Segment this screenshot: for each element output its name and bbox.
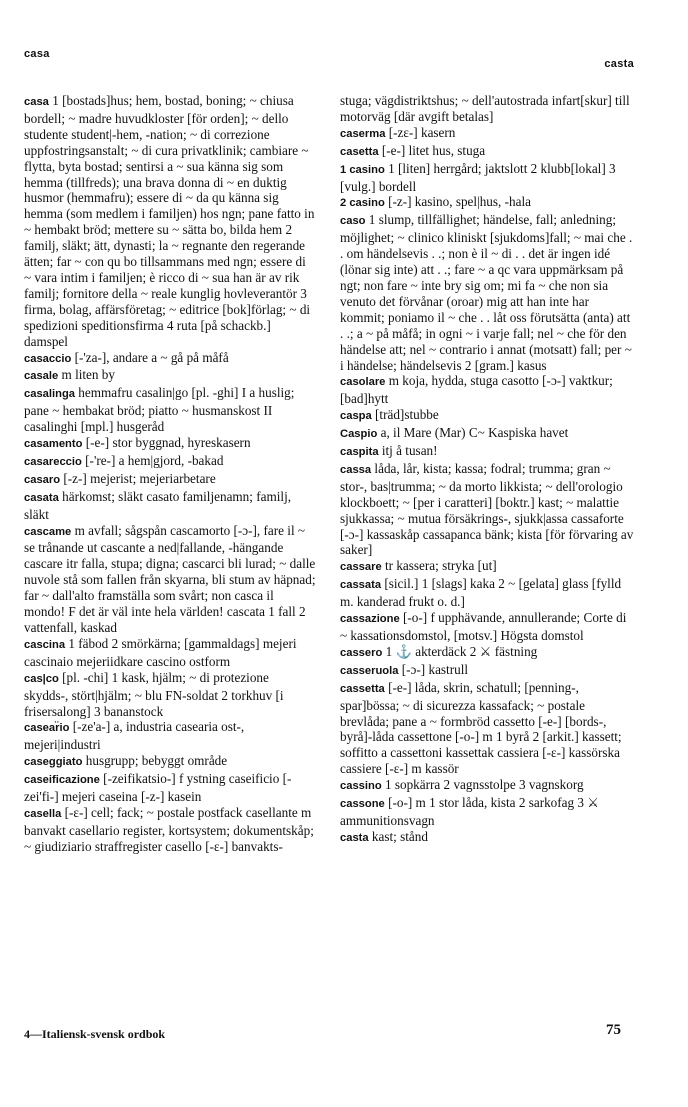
entry-definition: [-e-] litet hus, stuga <box>381 142 486 158</box>
dictionary-entry <box>340 829 634 847</box>
entry-headword: casata <box>24 491 59 504</box>
entry-definition: 1 ⚓ akterdäck 2 ⚔ fästning <box>385 643 538 659</box>
entry-headword: cassino <box>340 780 382 793</box>
entry-headword: casetta <box>340 145 379 158</box>
entry-headword: cassare <box>340 561 382 574</box>
dictionary-entry <box>340 680 634 777</box>
dictionary-entry <box>340 143 634 161</box>
entry-headword: casamento <box>24 438 83 451</box>
entry-headword: cassa <box>340 463 372 476</box>
entry-headword: casaccio <box>24 352 72 365</box>
dictionary-entry <box>340 610 634 644</box>
dictionary-entry <box>24 350 316 368</box>
entry-headword: Caspio <box>340 428 378 441</box>
dictionary-entry <box>24 385 316 435</box>
dictionary-entry <box>24 367 316 385</box>
entry-headword: casseruola <box>340 664 399 677</box>
entry-definition: [-zɛ-] kasern <box>388 124 456 140</box>
entry-definition: [pl. -chi] 1 kask, hjälm; ~ di protezione skydds-, stört|hjälm; ~ blu FN-soldat 2 torkhuv [i frisersalong] 3 bananstock <box>24 669 284 719</box>
entry-definition: härkomst; släkt casato familjenamn; familj, släkt <box>24 488 292 522</box>
entry-headword: 1 casino <box>340 163 385 176</box>
dictionary-entry <box>24 771 316 805</box>
entry-headword: cassazione <box>340 613 400 626</box>
entry-definition: [-ɔ-] kastrull <box>401 661 469 677</box>
running-head-left: casa <box>24 48 50 60</box>
left-column <box>24 93 316 855</box>
dictionary-entry <box>24 435 316 453</box>
entry-definition: [-e-] låda, skrin, schatull; [penning-, spar]bössa; ~ di sicurezza kassafack; ~ postale brevlåda; pane a ~ formbröd cassetto [-e-] [bords-, byrå]-låda cassettone [-o-] m 1 byrå 2 [arkit.] kassett; soffitto a cassettoni kassettak cassiera [-ɛ-] kassörska cassiere [-ɛ-] m kassör <box>340 679 622 777</box>
entry-definition: a, il Mare (Mar) C~ Kaspiska havet <box>380 425 569 441</box>
dictionary-entry <box>24 753 316 771</box>
entry-headword: casaro <box>24 473 61 486</box>
entry-headword: casta <box>340 831 369 844</box>
entry-headword: 2 casino <box>340 197 385 210</box>
entry-headword: cassero <box>340 646 383 659</box>
entry-definition: [-o-] f upphävande, annullerande; Corte di ~ kassationsdomstol, [motsv.] Högsta domstol <box>340 610 627 643</box>
entry-headword: casareccio <box>24 455 82 468</box>
dictionary-entry <box>340 212 634 373</box>
dictionary-entry <box>340 161 634 195</box>
dictionary-entry <box>24 489 316 523</box>
dictionary-entry <box>24 670 316 720</box>
book-title-footer: 4—Italiensk-svensk ordbok <box>24 1027 166 1041</box>
right-column <box>340 93 634 847</box>
entry-headword: caspita <box>340 446 379 459</box>
dictionary-entry <box>340 125 634 143</box>
entry-definition: 1 slump, tillfällighet; händelse, fall; anledning; möjlighet; ~ clinico kliniskt [sjukdoms]fall; ~ mai che . . om händelsevis . .; non è il ~ di . . det är ingen idé (lönar sig inte) att . .; fare ~ a qc vara uppmärksam på ngt; non fare ~ inte bry sig om; mi fa ~ che non sia venuto det förvånar (oroar) mig att han inte har kommit; poniamo il ~ che . . låt oss förutsätta (anta) att . .; a ~ på måfå; in ogni ~ i varje fall; nel ~ che för den händelse att; nel ~ contrario i annat (motsatt) fall; per ~ i händelse; händelsevis 2 [gram.] kasus <box>340 212 633 373</box>
entry-headword: cassone <box>340 798 385 811</box>
entry-definition: [-z-] mejerist; mejeriarbetare <box>63 470 216 486</box>
dictionary-entry <box>340 461 634 558</box>
entry-headword: casa <box>24 96 49 108</box>
entry-headword: cassata <box>340 579 382 592</box>
dictionary-entry <box>340 93 634 125</box>
entry-headword: cas|co <box>24 672 59 685</box>
entry-headword: cascame <box>24 525 72 538</box>
dictionary-entry <box>340 443 634 461</box>
page-number: 75 <box>606 1022 621 1038</box>
entry-headword: caseggiato <box>24 756 83 769</box>
dictionary-entry <box>340 644 634 662</box>
entry-definition: m avfall; sågspån cascamorto [-ɔ-], fare il ~ se trånande ut cascante a ned|fallande, -hängande cascare itr falla, stupa; digna; cascarci bli lurad; ~ dalle nuvole stå som fallen från skyarna, bli stum av häpnad; far ~ dall'alto framställa som svårt; non casca il mondo! F det är väl inte hela världen! cascata 1 fall 2 vattenfall, kaskad <box>24 522 316 635</box>
dictionary-entry <box>24 636 316 670</box>
entry-headword: cascina <box>24 638 66 651</box>
entry-headword: caso <box>340 215 366 228</box>
entry-definition: 1 [bostads]hus; hem, bostad, boning; ~ chiusa bordell; ~ madre huvudkloster [för orden]; ~ dello studente student|-hem, -nation; ~ di correzione uppfostringsanstalt; ~ di cura privatklinik; cambiare ~ flytta, byta bostad; sentirsi a ~ sua känna sig som hemma (tillfreds); una brava donna di ~ en duktig husmor (hemmafru); essere di ~ da qu känna sig hemma (som medlem i familjen) hos ngn; pane fatto in ~ hembakt bröd; mettere su ~ sätta bo, bilda hem 2 familj, släkt; ätt, dynasti; la ~ regnante den regerande ätten; far ~ con qu bo tillsammans med ngn; essere di ~ vara intim i familjen; è ricco di ~ sua han är av rik familj; fornitore della ~ reale kunglig hovleverantör 3 firma, bolag, affärsföretag; ~ editrice [bok]förlag; ~ di spedizioni speditionsfirma 4 ruta [på schackb.] damspel <box>24 93 315 349</box>
entry-definition: låda, lår, kista; kassa; fodral; trumma; gran ~ stor-, bas|trumma; ~ da morto likkista; ~ dell'orologio klockboett; ~ [per i caratteri] [boktr.] kast; ~ malattie sjukkassa; ~ mutua försäkrings-, sjukk|assa cassaforte [-ɔ-] kassaskåp cassapanca bänk; kista [för förvaring av saker] <box>340 460 634 558</box>
entry-headword: caserma <box>340 127 386 140</box>
entry-headword: caspa <box>340 410 372 423</box>
entry-headword: casear̈io <box>24 722 70 735</box>
entry-definition: m koja, hydda, stuga casotto [-ɔ-] vaktkur; [bad]hytt <box>340 373 613 407</box>
entry-headword: casalinga <box>24 388 75 401</box>
entry-definition: [-'za-], andare a ~ gå på måfå <box>74 349 229 365</box>
entry-definition: hemmafru casalin|go [pl. -ghi] I a huslig; pane ~ hembakat bröd; piatto ~ husmanskost II casalinghi [mpl.] husgeråd <box>24 385 295 435</box>
dictionary-entry <box>340 662 634 680</box>
entry-headword: casella <box>24 807 62 820</box>
entry-definition: [-ze'a-] a, industria casearia ost-, mejeri|industri <box>24 719 245 753</box>
dictionary-entry <box>24 93 316 350</box>
entry-definition: [träd]stubbe <box>375 407 439 423</box>
entry-definition: 1 sopkärra 2 vagnsstolpe 3 vagnskorg <box>384 777 584 793</box>
dictionary-entry <box>340 576 634 610</box>
dictionary-entry <box>340 777 634 795</box>
entry-definition: tr kassera; stryka [ut] <box>384 558 497 574</box>
entry-definition: itj å tusan! <box>381 443 438 459</box>
dictionary-entry <box>24 719 316 753</box>
entry-definition: [-zeifikatsio-] f ystning caseificio [-zei'fi-] mejeri caseina [-z-] kasein <box>24 771 292 805</box>
entry-definition: [-e-] stor byggnad, hyreskasern <box>85 435 251 451</box>
dictionary-entry <box>24 805 316 855</box>
entry-definition: husgrupp; bebyggt område <box>85 753 228 769</box>
entry-headword: cassetta <box>340 682 385 695</box>
entry-definition: [-ɛ-] cell; fack; ~ postale postfack casellante m banvakt casellario register, kortsystem; dokumentskåp; ~ giudiziario straffregister casello [-ɛ-] banvakts- <box>24 804 314 854</box>
entry-headword: caseificazione <box>24 774 100 787</box>
entry-definition: m liten by <box>61 367 115 383</box>
running-head-right: casta <box>604 58 634 70</box>
entry-definition: kast; stånd <box>371 828 428 844</box>
dictionary-entry <box>340 425 634 443</box>
entry-definition: [-z-] kasino, spel|hus, -hala <box>388 194 531 210</box>
dictionary-entry <box>24 453 316 471</box>
entry-definition: [sicil.] 1 [slags] kaka 2 ~ [gelata] glass [fylld m. kanderad frukt o. d.] <box>340 576 622 610</box>
entry-headword: casolare <box>340 376 386 389</box>
entry-definition: [-'re-] a hem|gjord, -bakad <box>85 452 224 468</box>
entry-definition: 1 [liten] herrgård; jaktslott 2 klubb[lokal] 3 [vulg.] bordell <box>340 160 616 194</box>
dictionary-entry <box>340 373 634 407</box>
dictionary-entry <box>24 471 316 489</box>
dictionary-entry <box>340 407 634 425</box>
dictionary-entry <box>340 795 634 829</box>
dictionary-entry <box>340 558 634 576</box>
entry-definition: 1 fäbod 2 smörkärna; [gammaldags] mejeri cascinaio mejeriidkare cascino ostform <box>24 635 297 669</box>
dictionary-entry <box>340 194 634 212</box>
entry-headword: casale <box>24 370 59 383</box>
entry-definition: [-o-] m 1 stor låda, kista 2 sarkofag 3 ⚔ ammunitionsvagn <box>340 795 600 828</box>
dictionary-entry <box>24 523 316 636</box>
entry-definition: stuga; vägdistriktshus; ~ dell'autostrada infart[skur] till motorväg [där avgift betalas] <box>340 93 630 124</box>
